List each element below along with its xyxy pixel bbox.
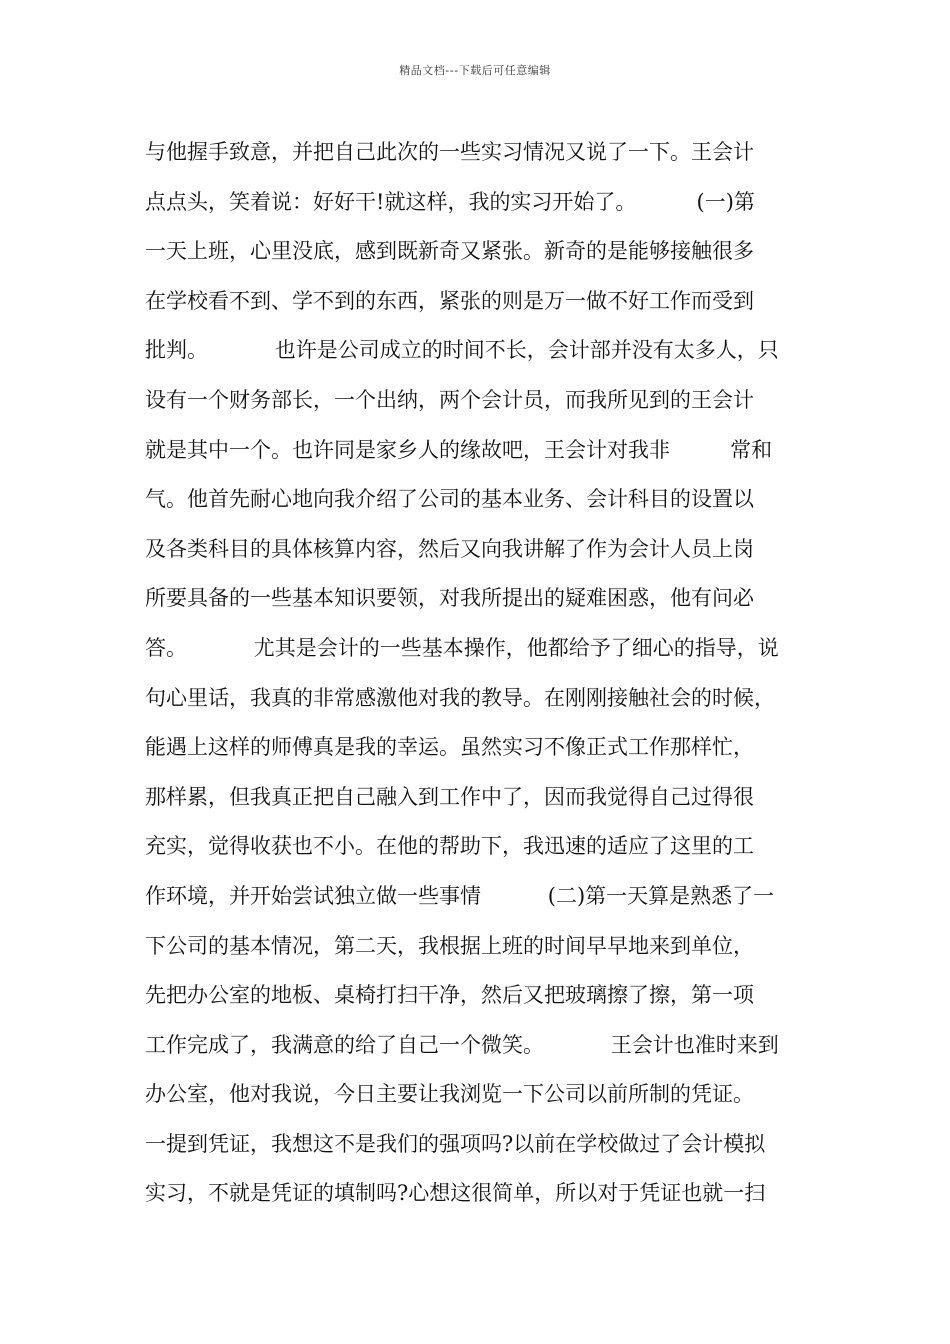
text-line: 充实，觉得收获也不小。在他的帮助下，我迅速的适应了这里的工: [145, 834, 754, 859]
text-line: 工作完成了，我满意的给了自己一个微笑。 王会计也准时来到: [145, 1032, 779, 1057]
text-line: 在学校看不到、学不到的东西，紧张的则是万一做不好工作而受到: [145, 288, 754, 313]
text-line: 能遇上这样的师傅真是我的幸运。虽然实习不像正式工作那样忙，: [145, 735, 754, 760]
text-line: 作环境，并开始尝试独立做一些事情 (二)第一天算是熟悉了一: [145, 883, 775, 908]
text-line: 批判。 也许是公司成立的时间不长，会计部并没有太多人，只: [145, 338, 779, 363]
text-line: 一天上班，心里没底，感到既新奇又紧张。新奇的是能够接触很多: [145, 239, 754, 264]
text-line: 先把办公室的地板、桌椅打扫干净，然后又把玻璃擦了擦，第一项: [145, 983, 754, 1008]
text-line: 句心里话，我真的非常感激他对我的教导。在刚刚接触社会的时候，: [145, 685, 775, 710]
body-text: [145, 128, 825, 1219]
text-line: 办公室，他对我说，今日主要让我浏览一下公司以前所制的凭证。: [145, 1082, 754, 1107]
text-line: 及各类科目的具体核算内容，然后又向我讲解了作为会计人员上岗: [145, 536, 754, 561]
text-line: 实习，不就是凭证的填制吗?心想这很简单，所以对于凭证也就一扫: [145, 1181, 766, 1206]
text-line: 一提到凭证，我想这不是我们的强项吗?以前在学校做过了会计模拟: [145, 1131, 766, 1156]
text-line: 那样累，但我真正把自己融入到工作中了，因而我觉得自己过得很: [145, 784, 754, 809]
text-line: 所要具备的一些基本知识要领，对我所提出的疑难困惑，他有问必: [145, 586, 754, 611]
text-line: 气。他首先耐心地向我介绍了公司的基本业务、会计科目的设置以: [145, 487, 754, 512]
text-line: 与他握手致意，并把自己此次的一些实习情况又说了一下。王会计: [145, 140, 754, 164]
text-line: 答。 尤其是会计的一些基本操作，他都给予了细心的指导，说: [145, 635, 779, 660]
page-header: 精品文档---下载后可任意编辑: [399, 64, 551, 77]
text-line: 就是其中一个。也许同是家乡人的缘故吧，王会计对我非 常和: [145, 437, 773, 462]
text-line: 点点头，笑着说：好好干!就这样，我的实习开始了。 (一)第: [145, 189, 755, 214]
text-line: 设有一个财务部长，一个出纳，两个会计员，而我所见到的王会计: [145, 387, 754, 412]
text-line: 下公司的基本情况，第二天，我根据上班的时间早早地来到单位，: [145, 933, 754, 958]
